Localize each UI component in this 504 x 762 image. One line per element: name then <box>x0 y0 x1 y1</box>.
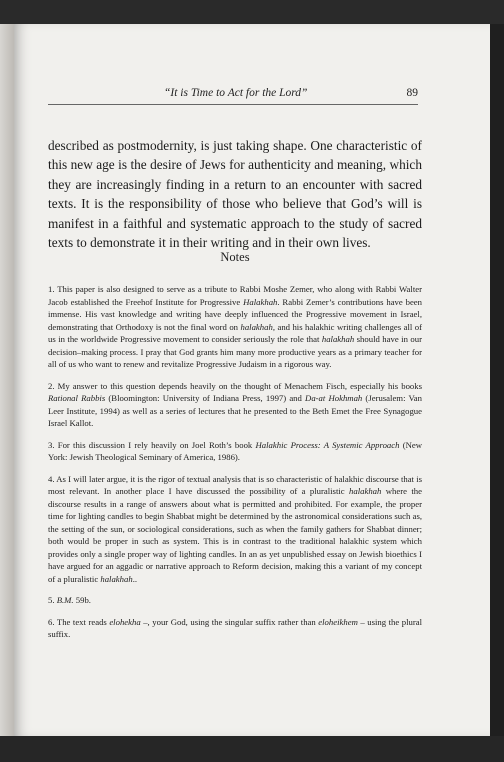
note-3 <box>48 439 422 464</box>
note-italic: halakhah <box>349 486 382 496</box>
note-text: where the discourse results in a range of answers about what is permitted and prohibited. For example, the proper time for lighting candles to begin Shabbat might be determined by the astronomical considerations such as, the setting of the sun, or sociological considerations, such as when the family gathers for Shabbat dinner; both would be proper in such as system. This is in contrast to the traditional halakhic system which provides only a single proper way of lighting candles. In an as yet unpublished essay on Jewish bioethics I have argued for an aggadic or narrative approach to Reform decision, making this a variant of my concept of a pluralistic <box>48 486 422 584</box>
note-text: . Rabbi Zemer’s contributions have been immense. His vast knowledge and writing have deeply influenced the Progressive movement in Israel, demonstrating that Orthodoxy is not the final word on <box>48 296 423 332</box>
note-text: .. <box>132 573 138 584</box>
right-background <box>490 24 504 762</box>
note-1 <box>48 283 422 371</box>
note-text: 3. For this discussion I rely heavily on Joel Roth’s book <box>48 439 256 450</box>
note-5 <box>48 594 422 607</box>
note-text: (Jerusalem: Van Leer Institute, 1994) as well as a series of lectures that he presented to the Beth Emet the Free Synagogue Israel Kallot. <box>48 393 423 428</box>
note-text: 2. My answer to this question depends heavily on the thought of Menachem Fisch, especially his books <box>48 380 422 391</box>
note-text: 59b. <box>73 595 91 605</box>
note-italic: Da-at Hokhmah <box>305 393 363 403</box>
note-text: 5. <box>48 595 57 605</box>
note-italic: halakhah <box>321 334 355 344</box>
note-text: (New York: Jewish Theological Seminary of America, 1986). <box>48 439 423 462</box>
note-text: –, your God, using the singular suffix rather than <box>140 616 319 627</box>
page-number: 89 <box>406 87 418 99</box>
note-italic: elohekha <box>109 616 141 627</box>
note-6 <box>48 616 422 641</box>
notes-heading: Notes <box>220 250 250 264</box>
note-text: should have in our decision–making process. I pray that God grants him many more productive years as a primary teacher for all of us who want to renew and revitalize Progressive Judaism in a rigorous way. <box>48 334 422 369</box>
note-2 <box>48 380 422 430</box>
note-text: 6. The text reads <box>48 616 110 627</box>
note-text: 1. This paper is also designed to serve as a tribute to Rabbi Moshe Zemer, who along with Rabbi Walter Jacob established the Freehof Institute for Progressive <box>48 284 422 307</box>
left-page-edge <box>0 24 14 762</box>
note-italic: B.M. <box>56 595 74 605</box>
body-paragraph: described as postmodernity, is just taking shape. One characteristic of this new age is the desire of Jews for authenticity and meaning, which they are increasingly finding in a return to an encounter with sacred texts. It is the responsibility of those who believe that God’s will is manifest in a faithful and systematic approach to the study of sacred texts to demonstrate it in their writing and in their own lives. <box>48 138 422 251</box>
note-text: 4. As I will later argue, it is the rigor of textual analysis that is so characteristic of halakhic discourse that is most relevant. In another place I have discussed the possibility of a pluralistic <box>48 473 422 496</box>
note-text: (Bloomington: University of Indiana Press, 1997) and <box>105 393 306 403</box>
note-text: – using the plural suffix. <box>48 616 422 639</box>
page-header <box>48 84 418 104</box>
note-4 <box>48 473 422 586</box>
note-italic: Rational Rabbis <box>48 393 106 403</box>
notes-section <box>48 283 422 650</box>
running-title: “It is Time to Act for the Lord” <box>164 87 308 99</box>
note-italic: Halakhic Process: A Systemic Approach <box>255 439 400 450</box>
note-italic: halakhah <box>100 573 133 584</box>
note-italic: Halakhah <box>243 296 278 307</box>
bottom-background <box>0 736 504 762</box>
note-italic: eloheikhem <box>318 616 358 627</box>
note-italic: halakhah <box>240 321 273 332</box>
note-text: , and his halakhic writing challenges all of us in the worldwide Progressive movement to consider seriously the role that <box>48 321 422 344</box>
header-rule <box>48 104 418 105</box>
